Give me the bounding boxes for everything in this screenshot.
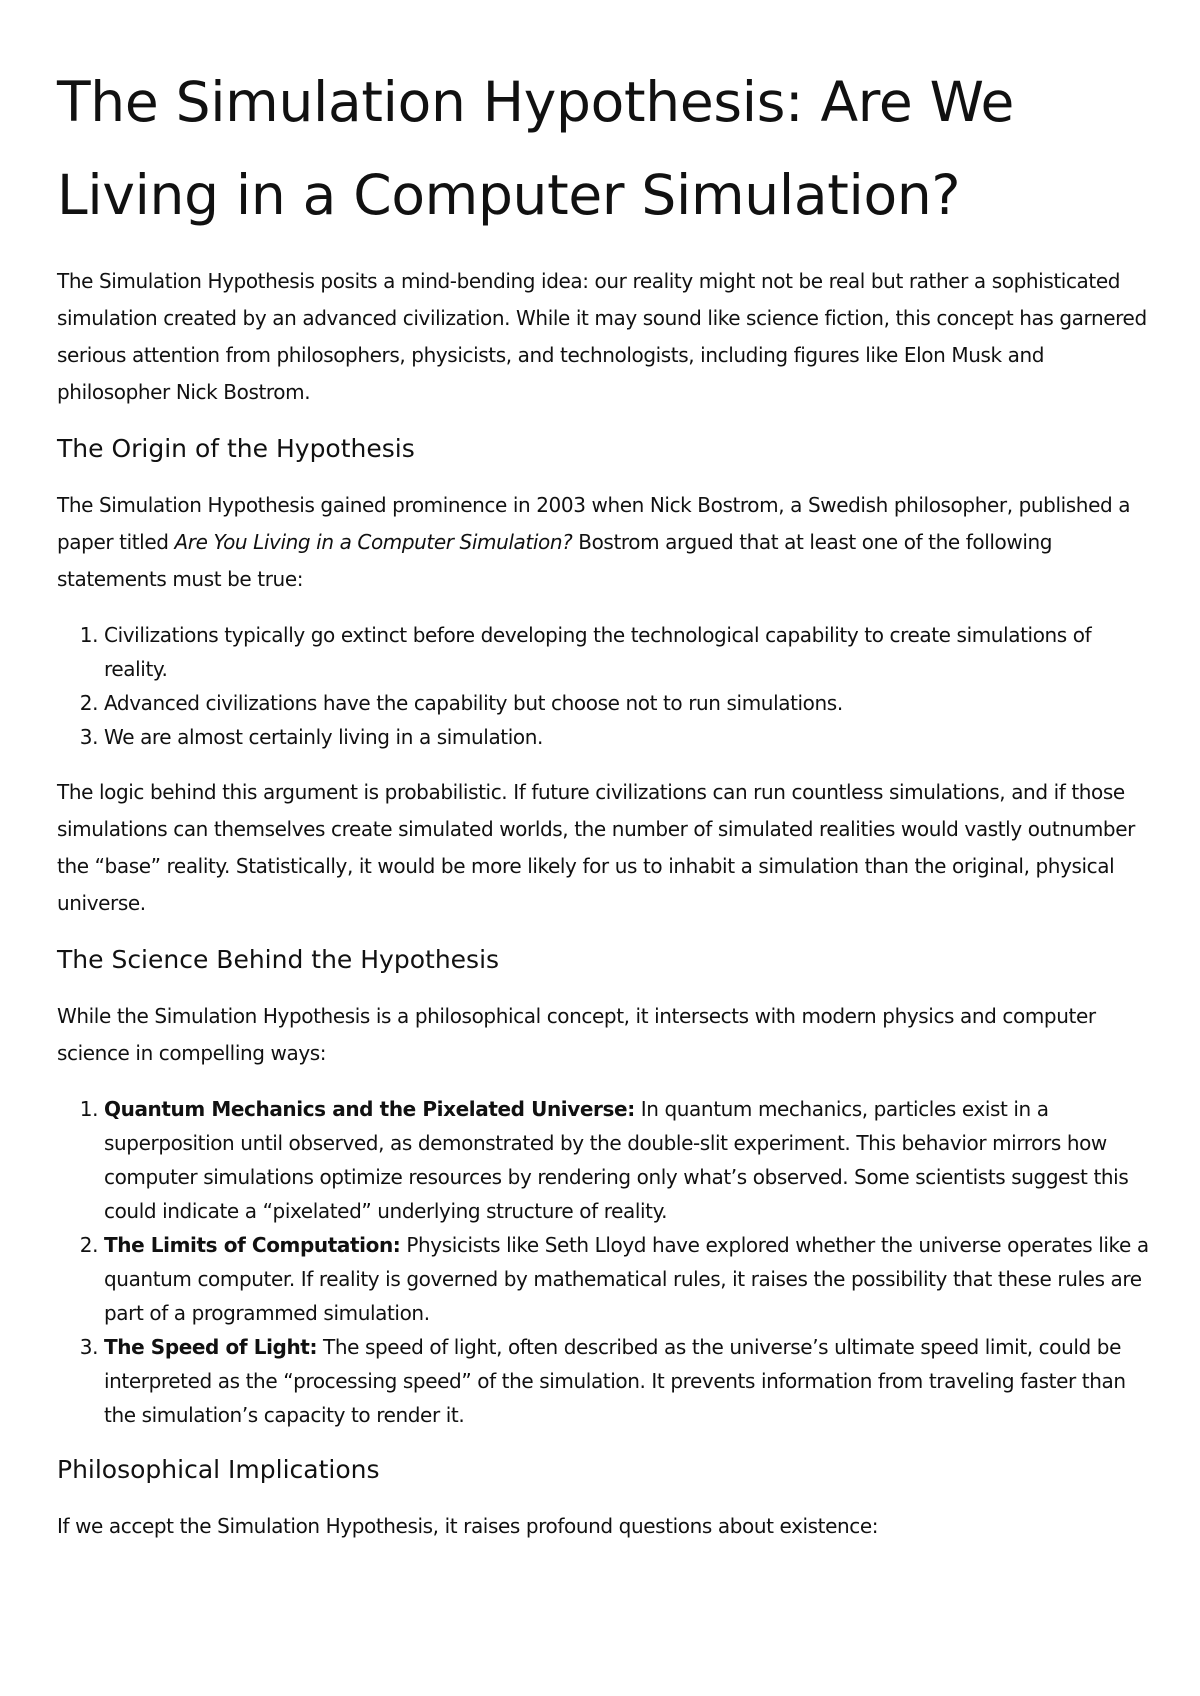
list-item: 2. Advanced civilizations have the capability but choose not to run simulations. xyxy=(104,686,1150,720)
intro-paragraph: The Simulation Hypothesis posits a mind-bending idea: our reality might not be real but rather a sophisticated simulation created by an advanced civilization. While it may sound like science fiction, this concept has garnered serious attention from philosophers, physicists, and technologists, including figures like Elon Musk and philosopher Nick Bostrom. xyxy=(57,269,1147,404)
science-paragraph-1: While the Simulation Hypothesis is a philosophical concept, it intersects with modern physics and computer science in compelling ways: xyxy=(57,1004,1096,1065)
list-item xyxy=(104,1330,1150,1432)
list-item xyxy=(104,1092,1150,1228)
paper-title: Are You Living in a Computer Simulation? xyxy=(174,530,573,554)
list-item: 3. We are almost certainly living in a simulation. xyxy=(104,720,1150,754)
list-item-term: The Limits of Computation: xyxy=(104,1233,401,1257)
section-heading-science: The Science Behind the Hypothesis xyxy=(57,945,500,974)
bostrom-statements-list xyxy=(57,618,1150,754)
list-item-text: The speed of light, often described as the universe’s ultimate speed limit, could be interpreted as the “processing speed” of the simulation. It prevents information from traveling faster than the simulation’s capacity to render it. xyxy=(104,1335,1126,1427)
list-item-text: In quantum mechanics, particles exist in a superposition until observed, as demonstrated by the double-slit experiment. This behavior mirrors how computer simulations optimize resources by rendering only what’s observed. Some scientists suggest this could indicate a “pixelated” underlying structure of reality. xyxy=(104,1097,1129,1223)
list-item: 1. Civilizations typically go extinct before developing the technological capability to create simulations of reality. xyxy=(104,618,1150,686)
origin-paragraph-1 xyxy=(57,487,1150,598)
origin-paragraph-1-tail: Bostrom argued that at least one of the following statements must be true: xyxy=(57,530,1053,591)
origin-paragraph-1-lead: The Simulation Hypothesis gained prominence in 2003 when Nick Bostrom, a Swedish philosopher, published a paper titled xyxy=(57,493,1131,554)
list-item-text: Physicists like Seth Lloyd have explored whether the universe operates like a quantum computer. If reality is governed by mathematical rules, it raises the possibility that these rules are part of a programmed simulation. xyxy=(104,1233,1149,1325)
list-item-term: Quantum Mechanics and the Pixelated Universe: xyxy=(104,1097,635,1121)
page-title: The Simulation Hypothesis: Are We Living in a Computer Simulation? xyxy=(57,70,1015,227)
list-item-term: The Speed of Light: xyxy=(104,1335,318,1359)
origin-paragraph-2: The logic behind this argument is probabilistic. If future civilizations can run countless simulations, and if those simulations can themselves create simulated worlds, the number of simulated realities would vastly outnumber the “base” reality. Statistically, it would be more likely for us to inhabit a simulation than the original, physical universe. xyxy=(57,780,1135,915)
list-item xyxy=(104,1228,1150,1330)
philosophy-paragraph-1: If we accept the Simulation Hypothesis, it raises profound questions about existence: xyxy=(57,1514,879,1538)
section-heading-origin: The Origin of the Hypothesis xyxy=(57,434,415,463)
science-points-list xyxy=(57,1092,1150,1432)
section-heading-philosophy: Philosophical Implications xyxy=(57,1455,380,1484)
